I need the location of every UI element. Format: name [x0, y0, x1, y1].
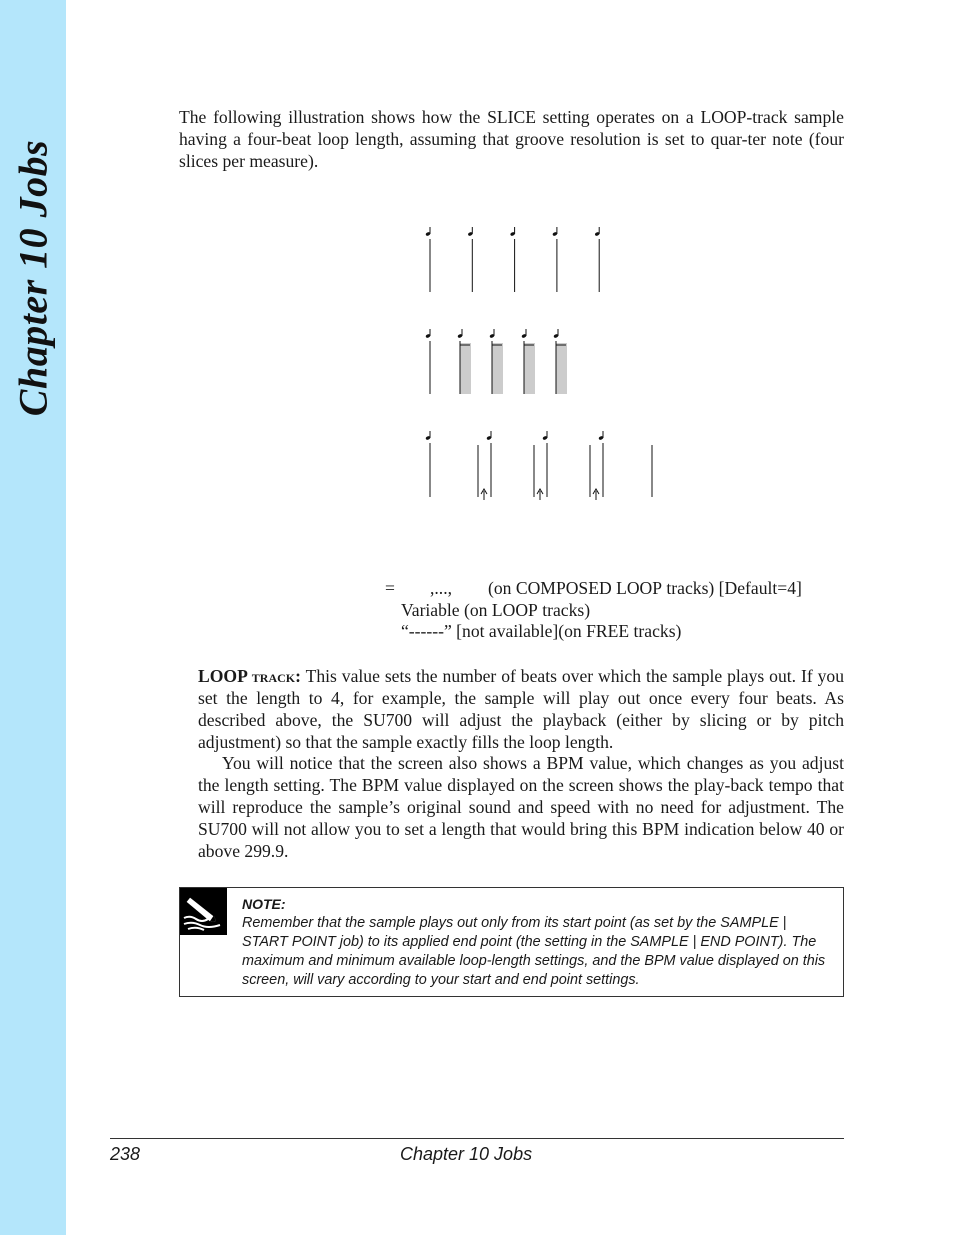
- note-label: NOTE:: [242, 896, 286, 912]
- notice-paragraph: You will notice that the screen also shows a BPM value, which changes as you adjust the length setting. The BPM value displayed on the screen shows the play-back tempo that will reproduce the sample’s original sound and speed with no need for adjustment. The SU700 will not allow you to set a length that would bring this BPM indication below 40 or above 299.9.: [198, 753, 844, 861]
- quarter-note-icon: [425, 431, 431, 440]
- slice-diagram: [380, 215, 660, 515]
- setting-equals: =: [385, 578, 395, 598]
- quarter-note-icon: [425, 329, 431, 338]
- quarter-note-icon: [553, 329, 559, 338]
- note-box: [179, 887, 844, 997]
- quarter-note-icon: [598, 431, 604, 440]
- quarter-note-icon: [510, 227, 516, 236]
- slice-fill: [492, 343, 503, 394]
- quarter-note-icon: [489, 329, 495, 338]
- slice-fill: [524, 343, 535, 394]
- up-arrow-icon: [537, 489, 543, 500]
- footer-chapter-title: Chapter 10 Jobs: [400, 1144, 533, 1164]
- slice-fill: [460, 343, 471, 394]
- quarter-note-icon: [468, 227, 474, 236]
- setting-loop-text: Variable (on LOOP tracks): [401, 599, 591, 620]
- quarter-note-icon: [425, 227, 431, 236]
- beat-row: [425, 227, 600, 292]
- quarter-note-icon: [594, 227, 600, 236]
- slice-fill: [556, 343, 567, 394]
- setting-composed-text: (on COMPOSED LOOP tracks) [Default=4]: [488, 578, 802, 598]
- quarter-note-icon: [521, 329, 527, 338]
- chapter-side-tab: [0, 0, 66, 1235]
- compressed-slice-row: [425, 329, 567, 394]
- intro-paragraph: The following illustration shows how the SLICE setting operates on a LOOP-track sample having a four-beat loop length, assuming that groove resolution is set to quar-ter note (four slices per measure).: [179, 107, 844, 171]
- quarter-note-icon: [542, 431, 548, 440]
- quarter-note-icon: [457, 329, 463, 338]
- loop-track-paragraph: LOOP track: This value sets the number of beats over which the sample plays out. If you set the length to 4, for example, the sample will play out once every four beats. As described above, the SU700 will adjust the playback (either by slicing or by pitch adjustment) so that the sample exactly fills the loop length.: [198, 666, 844, 752]
- up-arrow-icon: [593, 489, 599, 500]
- loop-track-label: LOOP track:: [198, 666, 301, 686]
- pen-note-icon: [180, 888, 227, 935]
- setting-range-values: ,...,: [430, 578, 452, 598]
- quarter-note-icon: [486, 431, 492, 440]
- note-text: Remember that the sample plays out only from its start point (as set by the SAMPLE | START POINT job) to its applied end point (the setting in the SAMPLE | END POINT). The maximum and minimum available loop-length settings, and the BPM value displayed on this screen, will vary according to your start and end point settings.: [242, 915, 826, 988]
- setting-free-text: “------” [not available](on FREE tracks): [401, 621, 682, 641]
- footer-rule: [110, 1138, 844, 1139]
- footer-page-number: 238: [110, 1144, 141, 1164]
- expanded-slice-row: [425, 431, 652, 500]
- up-arrow-icon: [481, 489, 487, 500]
- quarter-note-icon: [552, 227, 558, 236]
- chapter-side-title: Chapter 10 Jobs: [10, 139, 56, 417]
